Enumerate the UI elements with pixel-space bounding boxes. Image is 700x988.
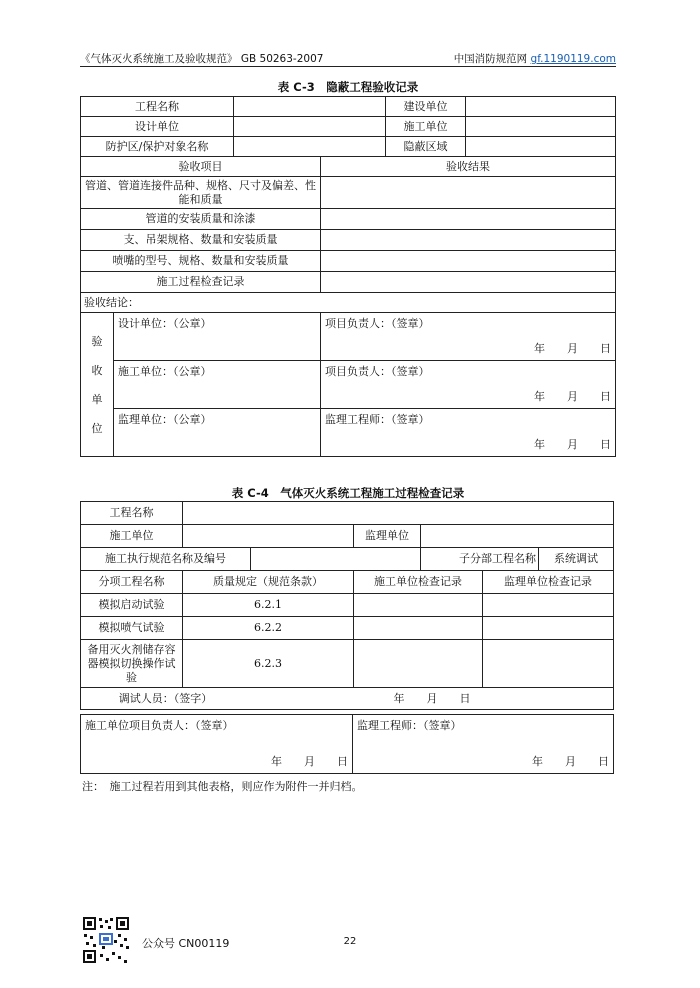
design-date: 年 月 日 [534,342,611,355]
supervision-engineer-sign[interactable] [321,409,616,457]
construction-leader-label: 项目负责人：（签章） [325,365,430,378]
result-pipe-install[interactable] [321,209,616,230]
c4-label-sub-project: 子分部工程名称 [421,548,539,571]
units-char-3: 单 [91,392,103,406]
label-build-unit: 建设单位 [386,97,466,117]
units-vertical-label [81,313,114,457]
item-pipe-install: 管道的安装质量和涂漆 [81,209,321,230]
result-support[interactable] [321,230,616,251]
units-char-1: 验 [91,334,103,348]
c4-construction-leader-label: 施工单位项目负责人：（签章） [85,719,234,732]
label-project-name: 工程名称 [81,97,234,117]
c4-header-item: 分项工程名称 [81,571,183,594]
c4-supervision-date: 年 月 日 [532,755,609,768]
note: 注： 施工过程若用到其他表格，则应作为附件一并归档。 [82,780,363,793]
header-site-name: 中国消防规范网 [453,53,528,65]
design-unit-seal-label: 设计单位：（公章） [118,317,212,330]
c4-row-construct-check[interactable] [354,594,483,617]
field-zone[interactable] [234,137,386,157]
result-nozzle[interactable] [321,251,616,272]
c4-row-name: 备用灭火剂储存容器模拟切换操作试验 [81,640,183,688]
c4-label-project-name: 工程名称 [81,502,183,525]
c4-field-project-name[interactable] [183,502,614,525]
design-leader-label: 项目负责人：（签章） [325,317,430,330]
result-process-record[interactable] [321,272,616,293]
c4-value-sub-project: 系统调试 [539,548,614,571]
c4-row-supervise-check[interactable] [483,594,614,617]
supervision-engineer-label: 监理工程师：（签章） [325,413,430,426]
c4-label-supervision-unit: 监理单位 [354,525,421,548]
c4-row-supervise-check[interactable] [483,617,614,640]
table-c4-signatures [80,714,614,774]
c4-construction-date: 年 月 日 [271,755,348,768]
conclusion-label: 验收结论： [81,293,616,313]
c4-field-construction-unit[interactable] [183,525,354,548]
item-support: 支、吊架规格、数量和安装质量 [81,230,321,251]
units-char-2: 收 [91,363,103,377]
c4-tester-label: 调试人员：（签字） [81,688,251,710]
construction-unit-seal[interactable] [114,361,321,409]
c4-field-supervision-unit[interactable] [421,525,614,548]
c4-row-rule: 6.2.1 [183,594,354,617]
c4-tester-date[interactable]: 年 月 日 [251,688,614,710]
header-site [454,51,616,66]
field-design-unit[interactable] [234,117,386,137]
c4-construction-leader-sign[interactable] [81,715,353,774]
c4-row-name: 模拟启动试验 [81,594,183,617]
construction-leader-sign[interactable] [321,361,616,409]
construction-unit-seal-label: 施工单位：（公章） [118,365,212,378]
label-zone: 防护区/保护对象名称 [81,137,234,157]
item-pipe-quality: 管道、管道连接件品种、规格、尺寸及偏差、性能和质量 [81,177,321,209]
supervision-date: 年 月 日 [534,438,611,451]
page-header [80,50,616,67]
units-char-4: 位 [91,421,103,435]
result-pipe-quality[interactable] [321,177,616,209]
supervision-unit-seal[interactable] [114,409,321,457]
c4-row-construct-check[interactable] [354,640,483,688]
label-design-unit: 设计单位 [81,117,234,137]
label-hidden-area: 隐蔽区域 [386,137,466,157]
field-hidden-area[interactable] [466,137,616,157]
supervision-unit-seal-label: 监理单位：（公章） [118,413,212,426]
c4-label-standard: 施工执行规范名称及编号 [81,548,251,571]
table-c4-caption: 表 C-4 气体灭火系统工程施工过程检查记录 [231,486,465,500]
header-site-link[interactable]: gf.1190119.com [530,53,616,65]
table-c3 [80,96,616,313]
c4-supervision-engineer-label: 监理工程师：（签章） [357,719,462,732]
design-leader-sign[interactable] [321,313,616,361]
footer-wechat: 公众号 CN00119 [142,937,230,950]
c4-field-standard[interactable] [251,548,421,571]
label-construction-unit: 施工单位 [386,117,466,137]
c4-row-supervise-check[interactable] [483,640,614,688]
item-process-record: 施工过程检查记录 [81,272,321,293]
field-build-unit[interactable] [466,97,616,117]
construction-date: 年 月 日 [534,390,611,403]
c4-label-construction-unit: 施工单位 [81,525,183,548]
field-construction-unit[interactable] [466,117,616,137]
table-c3-signatures [80,312,616,457]
table-c4 [80,501,614,710]
design-unit-seal[interactable] [114,313,321,361]
table-c3-caption: 表 C-3 隐蔽工程验收记录 [277,80,419,94]
header-standard-title: 《气体灭火系统施工及验收规范》 GB 50263-2007 [80,53,324,65]
c4-header-supervise-check: 监理单位检查记录 [483,571,614,594]
page-number: 22 [343,936,357,947]
c4-row-rule: 6.2.3 [183,640,354,688]
field-project-name[interactable] [234,97,386,117]
header-result: 验收结果 [321,157,616,177]
c4-header-rule: 质量规定（规范条款） [183,571,354,594]
c4-header-construct-check: 施工单位检查记录 [354,571,483,594]
item-nozzle: 喷嘴的型号、规格、数量和安装质量 [81,251,321,272]
c4-row-rule: 6.2.2 [183,617,354,640]
c4-row-name: 模拟喷气试验 [81,617,183,640]
header-item: 验收项目 [81,157,321,177]
c4-supervision-engineer-sign[interactable] [353,715,614,774]
c4-row-construct-check[interactable] [354,617,483,640]
